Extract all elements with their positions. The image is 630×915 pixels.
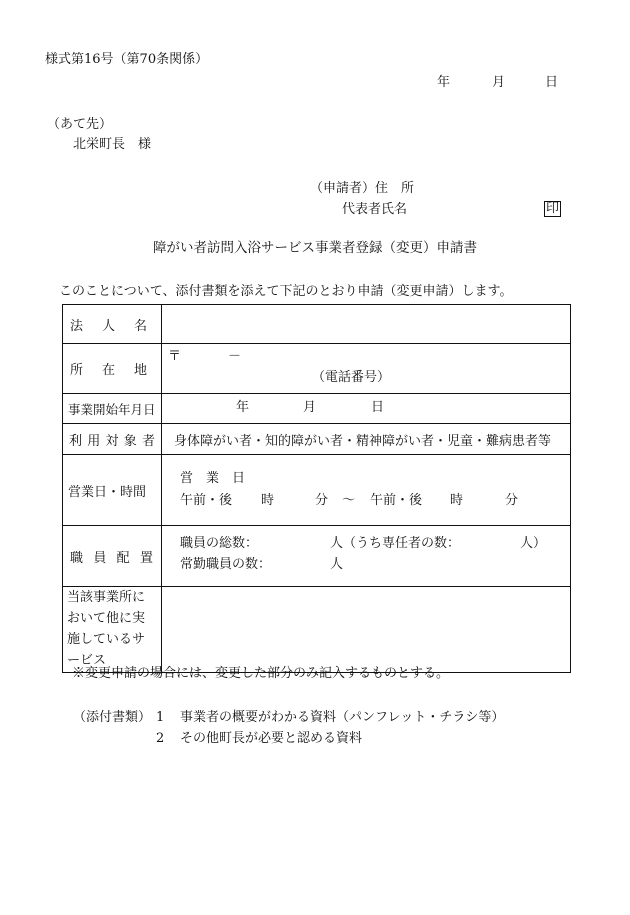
- attachments-label: （添付書類）: [73, 710, 152, 725]
- start-hour-label: 時: [261, 493, 275, 508]
- intro-text: このことについて、添付書類を添えて下記のとおり申請（変更申請）します。: [59, 284, 513, 299]
- staff-total-unit: 人（うち専任者の数：: [330, 536, 461, 551]
- row-location: [63, 344, 571, 394]
- application-table: [62, 304, 571, 673]
- staff-fulltime-label: 常勤職員の数：: [180, 557, 272, 572]
- end-ampm-label: 午前・後: [370, 493, 423, 508]
- start-day-label: 日: [371, 400, 385, 415]
- addressee-label: （あて先）: [47, 117, 113, 132]
- target-users-field: 身体障がい者・知的障がい者・精神障がい者・児童・難病患者等: [162, 424, 571, 455]
- start-year-label: 年: [236, 400, 250, 415]
- staff-label-cell: 職 員 配 置: [63, 526, 162, 587]
- end-hour-label: 時: [450, 493, 464, 508]
- start-minute-label: 分: [315, 493, 329, 508]
- representative-name-label: 代表者氏名: [342, 202, 408, 217]
- target-label-cell: 利 用 対 象 者: [63, 424, 162, 455]
- postal-dash: －: [228, 349, 242, 364]
- attachment-2-text: その他町長が必要と認める資料: [180, 731, 363, 746]
- other-label-cell: 当該事業所に おいて他に実 施しているサ ービス: [63, 587, 162, 673]
- start-month-label: 月: [303, 400, 317, 415]
- attachment-1-text: 事業者の概要がわかる資料（パンフレット・チラシ等）: [180, 710, 505, 725]
- end-minute-label: 分: [505, 493, 519, 508]
- start-ampm-label: 午前・後: [180, 493, 233, 508]
- row-staff: [63, 526, 571, 587]
- location-field[interactable]: [162, 344, 571, 394]
- postal-mark: 〒: [168, 349, 182, 364]
- change-note: ※変更申請の場合には、変更した部分のみ記入するものとする。: [72, 666, 450, 681]
- staff-total-label: 職員の総数：: [180, 536, 259, 551]
- staff-field[interactable]: [162, 526, 571, 587]
- applicant-address-label: （申請者）住 所: [310, 181, 415, 196]
- date-day-label: 日: [545, 75, 559, 90]
- hours-label-cell: 営業日・時間: [63, 455, 162, 526]
- attachment-2-number: 2: [156, 731, 165, 746]
- row-business-hours: [63, 455, 571, 526]
- business-days-label: 営 業 日: [180, 471, 246, 486]
- business-hours-field[interactable]: [162, 455, 571, 526]
- seal-mark: 印: [546, 201, 560, 216]
- row-corporation: [63, 305, 571, 344]
- staff-total-end: 人）: [520, 536, 547, 551]
- start-label-cell: 事業開始年月日: [63, 394, 162, 424]
- attachment-1-number: 1: [156, 710, 165, 725]
- date-month-label: 月: [492, 75, 506, 90]
- staff-fulltime-unit: 人: [330, 557, 344, 572]
- corp-label-cell: 法 人 名: [63, 305, 162, 344]
- start-date-field[interactable]: [162, 394, 571, 424]
- row-other-services: [63, 587, 571, 673]
- other-services-field[interactable]: [162, 587, 571, 673]
- range-tilde: ～: [342, 493, 356, 508]
- corp-name-field[interactable]: [162, 305, 571, 344]
- phone-label: （電話番号）: [312, 370, 391, 385]
- row-target-users: [63, 424, 571, 455]
- document-title: 障がい者訪問入浴サービス事業者登録（変更）申請書: [153, 240, 477, 256]
- row-start-date: [63, 394, 571, 424]
- form-number: 様式第16号（第70条関係）: [45, 52, 209, 67]
- location-label-cell: 所 在 地: [63, 344, 162, 394]
- date-year-label: 年: [437, 75, 451, 90]
- addressee-name: 北栄町長 様: [73, 137, 152, 152]
